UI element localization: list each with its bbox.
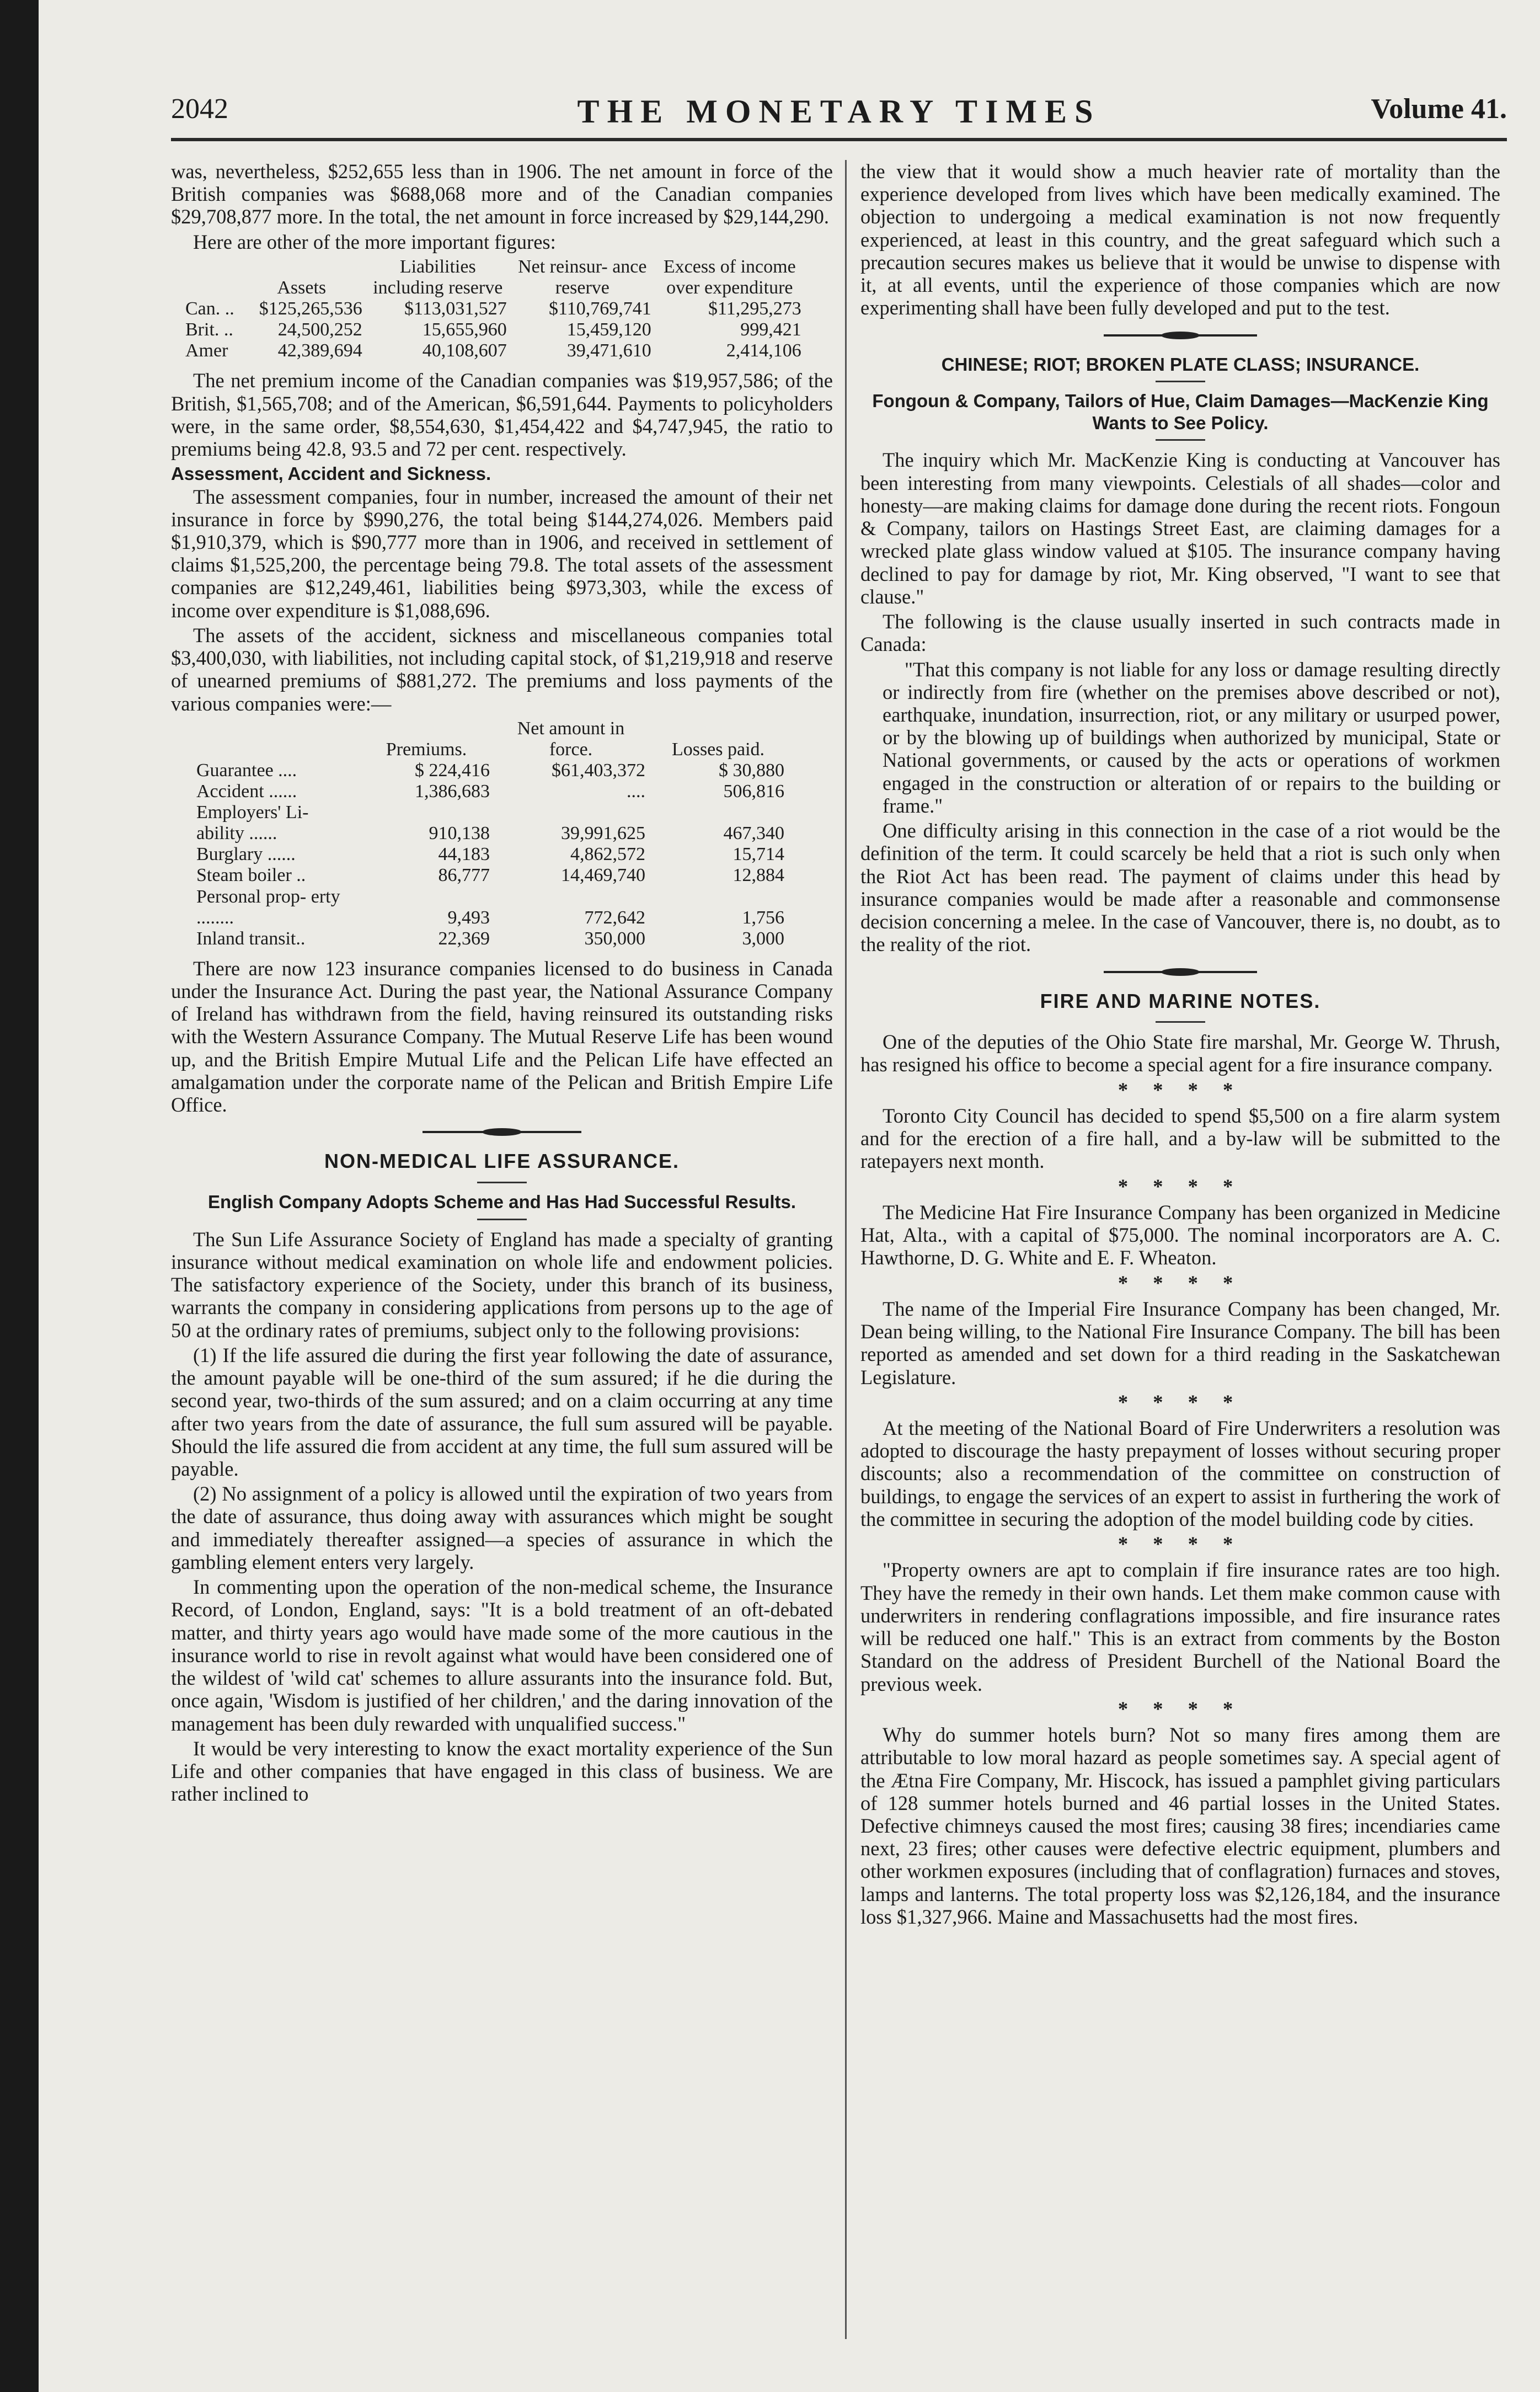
table-cell: 15,459,120 — [566, 319, 651, 340]
news-item: Why do summer hotels burn? Not so many fires among them are attributable to low moral hazard as people sometimes say. A special agent of the Ætna Fire Company, Mr. Hiscock, has issued a pamphlet giving particulars of 128 summer hotels burned and 46 partial losses in the United States. Defective chimneys caused the most fires; causing 38 fires; incendiaries came next, 23 fires; other causes were defective electric equipment, plumbers and other workmen exposures (including that of conflagration) furnaces and stoves, lamps and lanterns. The total property loss was $2,126,184, and the insurance loss $1,327,966. Maine and Massachusetts had the most fires. — [860, 1723, 1500, 1928]
news-item: The name of the Imperial Fire Insurance Company has been changed, Mr. Dean being willing, to the National Fire Insurance Company. The bill has been reported as amended and set down for a third reading in the Saskatchewan Legislature. — [860, 1297, 1500, 1389]
table-header: Net amount in force. — [517, 718, 625, 760]
table-cell: $125,265,536 — [259, 298, 362, 319]
table-cell: $ 224,416 — [415, 760, 490, 781]
section-ornament — [171, 1128, 833, 1136]
table-row — [193, 802, 788, 844]
right-column — [860, 160, 1500, 1930]
quoted-clause: "That this company is not liable for any loss or damage resulting directly or indirectly from fire (whether on the premises above described or not), earthquake, inundation, insurrection, riot, or any military or usurped power, or by the blowing up of buildings when authorized by municipal, State or National governments, or caused by the acts or operations of workmen engaged in the construction or alteration of or repairs to the building or frame." — [883, 658, 1500, 817]
table-cell: 24,500,252 — [277, 319, 362, 340]
paragraph: The Sun Life Assurance Society of England has made a specialty of granting insurance without medical examination on whole life and endowment policies. The satisfactory experience of the Society, under this branch of its business, warrants the company in considering applications from persons up to the age of 50 at the ordinary rates of premiums, subject only to the following provisions: — [171, 1227, 833, 1342]
table-cell: 3,000 — [742, 928, 784, 949]
table-cell: 22,369 — [438, 928, 490, 949]
table-cell: 9,493 — [447, 907, 490, 928]
table-cell: Can. .. — [185, 298, 234, 319]
table-cell: Burglary ...... — [196, 844, 296, 865]
table-cell: Guarantee .... — [196, 760, 297, 781]
paragraph: (1) If the life assured die during the first year following the date of assurance, the amount payable will be one-third of the sum assured; if he die during the second year, two-thirds of the sum assured; and on a claim occurring at any time after two years from the date of assurance, the full sum assured will be payable. Should the life assured die from accident at any time, the full sum assured will be payable. — [171, 1343, 833, 1480]
left-column — [171, 160, 833, 1808]
table-cell: 42,389,694 — [277, 340, 362, 361]
table-cell: 467,340 — [723, 823, 784, 844]
table-cell: Personal prop- erty ........ — [196, 886, 340, 928]
table-header — [182, 257, 238, 298]
table-cell: 39,991,625 — [561, 823, 645, 844]
stars-separator: * * * * — [1117, 1271, 1243, 1294]
heading-rule — [1156, 439, 1205, 441]
table-cell: 4,862,572 — [570, 844, 645, 865]
table-cell: 15,714 — [732, 844, 784, 865]
life-figures-table — [182, 257, 805, 361]
table-header: Losses paid. — [671, 739, 765, 760]
paragraph: Here are other of the more important figures: — [193, 230, 556, 253]
table-row — [193, 865, 788, 886]
heading-rule — [1156, 1021, 1205, 1023]
table-cell: Brit. .. — [185, 319, 233, 340]
stars-separator: * * * * — [1117, 1697, 1243, 1720]
section-ornament — [860, 332, 1500, 339]
table-cell: 86,777 — [438, 865, 490, 886]
table-cell: $11,295,273 — [708, 298, 801, 319]
paragraph: (2) No assignment of a policy is allowed until the expiration of two years from the date of assurance, thus doing away with assurances which might be sought and immediately thereafter assigned—a species of assurance in which the gambling element enters very largely. — [171, 1482, 833, 1573]
volume-label: Volume 41. — [1371, 93, 1507, 125]
table-row — [193, 887, 788, 928]
table-cell: $61,403,372 — [552, 760, 645, 781]
news-item: The Medicine Hat Fire Insurance Company has been organized in Medicine Hat, Alta., with a capital of $75,000. The nominal incorporators are A. C. Hawthorne, D. G. White and E. F. Wheaton. — [860, 1200, 1500, 1269]
table-cell: Amer — [185, 340, 228, 361]
news-item: Toronto City Council has decided to spend $5,500 on a fire alarm system and for the erection of a fire hall, and a by-law will be submitted to the ratepayers next month. — [860, 1104, 1500, 1173]
table-cell: 506,816 — [723, 781, 784, 802]
table-row — [193, 844, 788, 865]
paragraph: The assessment companies, four in number, increased the amount of their net insurance in force by $990,276, the total being $144,274,026. Members paid $1,910,379, which is $90,777 more than in 1906, and received in settlement of claims $1,525,200, the percentage being 79.8. The total assets of the assessment companies are $12,249,461, liabilities being $973,303, while the excess of income over expenditure is $1,088,696. — [171, 485, 833, 622]
table-cell: 39,471,610 — [566, 340, 651, 361]
table-header: Premiums. — [386, 739, 467, 760]
table-cell: 12,884 — [732, 865, 784, 886]
table-header: Liabilities including reserve — [373, 256, 503, 298]
table-row — [182, 319, 805, 340]
heading-rule — [477, 1182, 527, 1183]
table-cell: 40,108,607 — [422, 340, 507, 361]
table-cell: .... — [627, 781, 645, 802]
accident-companies-table — [193, 718, 788, 949]
table-cell: 772,642 — [584, 907, 645, 928]
paragraph: The inquiry which Mr. MacKenzie King is conducting at Vancouver has been interesting from many viewpoints. Celestials of all shades—color and honesty—are making claims for damage done during the recent riots. Fongoun & Company, tailors on Hastings Street East, are claiming damages for a wrecked plate glass window valued at $105. The insurance company having declined to pay for damage by riot, Mr. King observed, "I want to see that clause." — [860, 448, 1500, 608]
table-cell: Accident ...... — [196, 781, 297, 802]
article-subheading: Fongoun & Company, Tailors of Hue, Claim Damages—MacKenzie King Wants to See Policy. — [872, 391, 1489, 433]
news-item: One of the deputies of the Ohio State fire marshal, Mr. George W. Thrush, has resigned his office to become a special agent for a fire insurance company. — [860, 1031, 1500, 1076]
header-rule — [171, 138, 1507, 141]
column-divider — [845, 160, 847, 2339]
article-heading: NON-MEDICAL LIFE ASSURANCE. — [324, 1150, 680, 1173]
paragraph: One difficulty arising in this connection in the case of a riot would be the definition of the term. It could scarcely be held that a riot is such only when the Riot Act has been read. The payment of claims under this head by insurance companies would be made after a reasonable and commonsense decision concerning a melee. In the case of Vancouver, there is, no doubt, as to the reality of the riot. — [860, 819, 1500, 956]
table-row — [182, 340, 805, 361]
paragraph: the view that it would show a much heavier rate of mortality than the experience developed from lives which have been medically examined. The objection to undergoing a medical examination is not now frequently experienced, at least in this country, and the great safeguard which such a precaution secures makes us believe that it would be unwise to dispense with it, at all events, until the experience of those companies which are now experimenting shall have been fully developed and put to the test. — [860, 160, 1500, 319]
table-cell: 2,414,106 — [726, 340, 801, 361]
table-cell: 350,000 — [584, 928, 645, 949]
stars-separator: * * * * — [1117, 1078, 1243, 1101]
table-cell: Employers' Li- ability ...... — [196, 802, 309, 844]
table-cell: Inland transit.. — [196, 928, 306, 949]
news-item: "Property owners are apt to complain if fire insurance rates are too high. They have the remedy in their own hands. Let them make common cause with underwriters in rendering conflagrations impossible, and fire insurance rates will be reduced one half." This is an extract from comments by the Boston Standard on the address of President Burchell of the National Board the previous week. — [860, 1558, 1500, 1695]
table-cell: 910,138 — [429, 823, 490, 844]
page-number: 2042 — [171, 93, 228, 125]
paragraph: In commenting upon the operation of the non-medical scheme, the Insurance Record, of London, England, says: "It is a bold treatment of an oft-debated matter, and thirty years ago would have made some of the more cautious in the insurance world to rise in revolt against what would have been considered one of the wildest of 'wild cat' schemes to allure assurants into the insurance fold. But, once again, 'Wisdom is justified of her children,' and the daring innovation of the management has been duly rewarded with unqualified success." — [171, 1576, 833, 1735]
table-cell: 44,183 — [438, 844, 490, 865]
table-row — [182, 298, 805, 319]
page-header — [171, 93, 1507, 137]
table-cell: 15,655,960 — [422, 319, 507, 340]
stars-separator: * * * * — [1117, 1390, 1243, 1413]
table-cell: 1,386,683 — [415, 781, 490, 802]
paragraph: There are now 123 insurance companies licensed to do business in Canada under the Insurance Act. During the past year, the National Assurance Company of Ireland has withdrawn from the field, having reinsured its outstanding risks with the Western Assurance Company. The Mutual Reserve Life has been wound up, and the British Empire Mutual Life and the Pelican Life have effected an amalgamation under the corporate name of the Pelican and British Empire Life Office. — [171, 957, 833, 1117]
table-cell: Steam boiler .. — [196, 865, 306, 886]
table-row — [193, 781, 788, 802]
article-subheading: English Company Adopts Scheme and Has Had Successful Results. — [207, 1192, 796, 1213]
table-header: Net reinsur- ance reserve — [518, 256, 647, 298]
table-header: Assets — [277, 277, 327, 298]
heading-rule — [1156, 381, 1205, 382]
article-heading: CHINESE; RIOT; BROKEN PLATE CLASS; INSURANCE. — [941, 354, 1420, 375]
table-header: Excess of income over expenditure — [663, 256, 796, 298]
stars-separator: * * * * — [1117, 1533, 1243, 1556]
table-cell: 1,756 — [742, 907, 784, 928]
paragraph: The following is the clause usually inserted in such contracts made in Canada: — [860, 610, 1500, 656]
section-ornament — [860, 968, 1500, 976]
subheading: Assessment, Accident and Sickness. — [171, 463, 491, 484]
table-row — [193, 928, 788, 949]
table-cell: $110,769,741 — [549, 298, 651, 319]
stars-separator: * * * * — [1117, 1174, 1243, 1198]
table-cell: 999,421 — [740, 319, 801, 340]
heading-rule — [477, 1219, 527, 1220]
table-row — [193, 760, 788, 781]
article-heading: FIRE AND MARINE NOTES. — [1040, 989, 1321, 1012]
paragraph: The assets of the accident, sickness and miscellaneous companies total $3,400,030, with liabilities, not including capital stock, of $1,219,918 and reserve of unearned premiums of $881,272. The premiums and loss payments of the various companies were:— — [171, 623, 833, 715]
table-header-row — [193, 718, 788, 760]
news-item: At the meeting of the National Board of Fire Underwriters a resolution was adopted to discourage the hasty prepayment of losses without securing proper discounts; also a recommendation of the committee on construction of buildings, to engage the services of an expert to assist in furthering the work of the committee in securing the adoption of the model building code by cities. — [860, 1417, 1500, 1530]
table-cell: $ 30,880 — [719, 760, 784, 781]
journal-title: THE MONETARY TIMES — [577, 93, 1101, 130]
table-cell: 14,469,740 — [561, 865, 645, 886]
table-header-row — [182, 257, 805, 298]
table-header — [193, 718, 360, 760]
newspaper-page — [39, 0, 1540, 2392]
paragraph: was, nevertheless, $252,655 less than in 1906. The net amount in force of the British companies was $688,068 more and of the Canadian companies $29,708,877 more. In the total, the net amount in force increased by $29,144,290. — [171, 160, 833, 228]
table-cell: $113,031,527 — [404, 298, 507, 319]
paragraph: It would be very interesting to know the exact mortality experience of the Sun Life and other companies that have engaged in this class of business. We are rather inclined to — [171, 1737, 833, 1806]
paragraph: The net premium income of the Canadian companies was $19,957,586; of the British, $1,565,708; and of the American, $6,591,644. Payments to policyholders were, in the same order, $8,554,630, $1,454,422 and $4,747,945, the ratio to premiums being 42.8, 93.5 and 72 per cent. respectively. — [171, 369, 833, 461]
